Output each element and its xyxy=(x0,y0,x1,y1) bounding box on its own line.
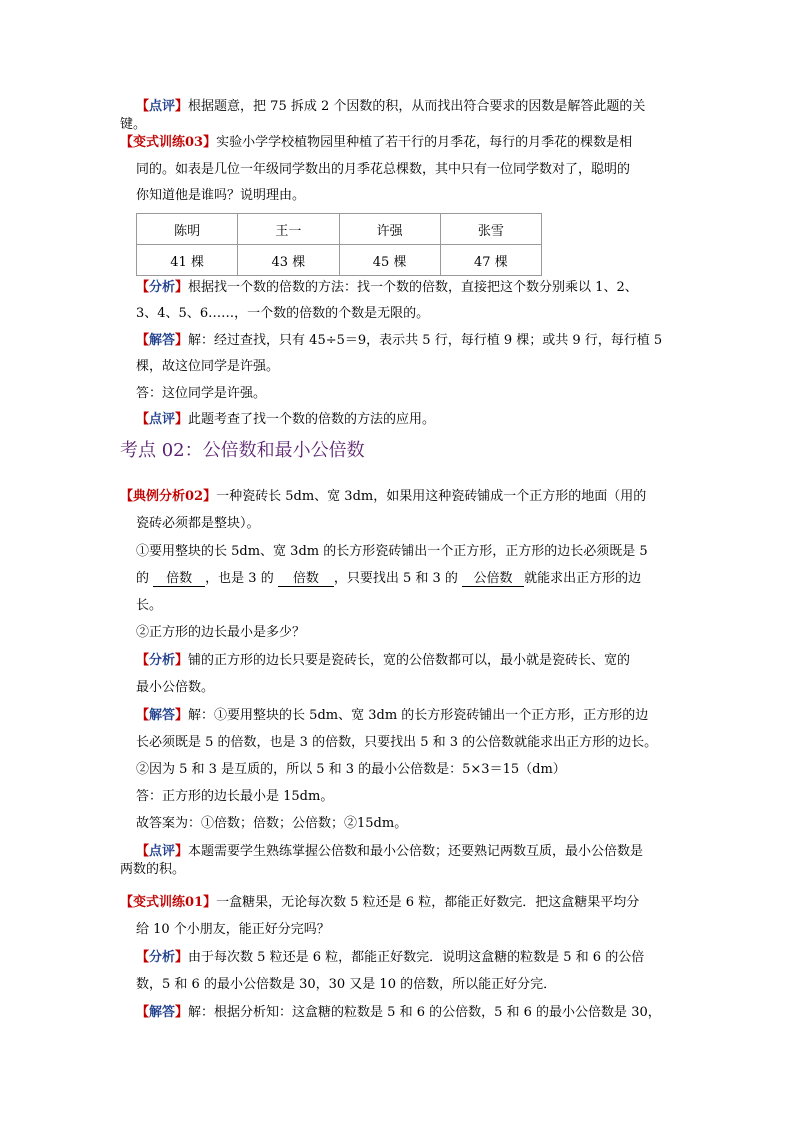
comment-tag: 【点评】 xyxy=(136,844,189,859)
solution-text-3: ②因为 5 和 3 是互质的，所以 5 和 3 的最小公倍数是：5×3＝15（dm） xyxy=(136,762,566,777)
table-cell: 陈明 xyxy=(137,214,238,245)
variant-question xyxy=(120,134,632,152)
analysis-text-2: 3、4、5、6……，一个数的倍数的个数是无限的。 xyxy=(136,306,430,321)
solution-paragraph xyxy=(136,332,662,350)
flower-count-table xyxy=(136,213,542,276)
example-tag: 【典例分析02】 xyxy=(120,489,217,504)
table-row xyxy=(137,214,542,245)
solution-paragraph-3 xyxy=(136,1004,661,1022)
solution-text: 解：①要用整块的长 5dm、宽 3dm 的长方形瓷砖铺出一个正方形，正方形的边 xyxy=(188,708,649,723)
sub-question-1-blanks xyxy=(136,570,641,588)
variant-tag: 【变式训练01】 xyxy=(120,895,217,910)
table-cell: 41 棵 xyxy=(137,245,238,276)
comment-tag: 【点评】 xyxy=(136,99,189,114)
comment-paragraph xyxy=(136,98,645,116)
final-answer-text: 故答案为：①倍数；倍数；公倍数；②15dm。 xyxy=(136,816,408,831)
comment-paragraph-3 xyxy=(136,843,643,861)
question-text-2: 瓷砖必须都是整块）。 xyxy=(136,516,260,531)
comment-text: 此题考查了找一个数的倍数的方法的应用。 xyxy=(188,412,436,427)
blank-text: ，也是 3 的 xyxy=(205,571,274,586)
comment-tag: 【点评】 xyxy=(136,412,189,427)
solution-tag: 【解答】 xyxy=(136,333,189,348)
fill-blank-2: 倍数 xyxy=(278,571,334,587)
blank-prefix: 的 xyxy=(136,571,150,586)
fill-blank-1: 倍数 xyxy=(153,571,205,587)
answer-text: 答：这位同学是许强。 xyxy=(136,386,267,401)
table-cell: 张雪 xyxy=(440,214,541,245)
fill-blank-3: 公倍数 xyxy=(462,571,524,587)
answer-text: 答：正方形的边长最小是 15dm。 xyxy=(136,789,334,804)
table-cell: 45 棵 xyxy=(339,245,440,276)
solution-text-2: 长必须既是 5 的倍数，也是 3 的倍数，只要找出 5 和 3 的公倍数就能求出正方形的边长。 xyxy=(136,735,658,750)
question-text-2: 给 10 个小朋友，能正好分完吗？ xyxy=(136,922,330,937)
question-text: 一种瓷砖长 5dm、宽 3dm，如果用这种瓷砖铺成一个正方形的地面（用的 xyxy=(216,489,647,504)
analysis-text-2: 数，5 和 6 的最小公倍数是 30，30 又是 10 的倍数，所以能正好分完． xyxy=(136,977,557,992)
analysis-tag: 【分析】 xyxy=(136,950,189,965)
comment-text: 本题需要学生熟练掌握公倍数和最小公倍数；还要熟记两数互质，最小公倍数是 xyxy=(188,844,644,859)
solution-text-2: 棵，故这位同学是许强。 xyxy=(136,359,280,374)
comment-text-cont: 键。 xyxy=(120,117,147,132)
analysis-paragraph-2 xyxy=(136,652,630,670)
table-cell: 许强 xyxy=(339,214,440,245)
analysis-paragraph xyxy=(136,279,638,297)
section-heading: 考点 02：公倍数和最小公倍数 xyxy=(120,440,365,461)
analysis-tag: 【分析】 xyxy=(136,653,189,668)
table-row xyxy=(137,245,542,276)
sub-question-1: ①要用整块的长 5dm、宽 3dm 的长方形瓷砖铺出一个正方形，正方形的边长必须既是 5 xyxy=(136,544,648,559)
solution-text: 解：经过查找，只有 45÷5＝9，表示共 5 行，每行植 9 棵；或共 9 行，每行植 5 xyxy=(188,333,663,348)
table-cell: 王一 xyxy=(238,214,339,245)
table-cell: 47 棵 xyxy=(440,245,541,276)
analysis-text: 由于每次数 5 粒还是 6 粒，都能正好数完．说明这盒糖的粒数是 5 和 6 的公倍 xyxy=(188,950,645,965)
question-text: 一盒糖果，无论每次数 5 粒还是 6 粒，都能正好数完．把这盒糖果平均分 xyxy=(216,895,640,910)
question-text-3: 你知道他是谁吗？说明理由。 xyxy=(136,188,306,203)
sub-question-2: ②正方形的边长最小是多少？ xyxy=(136,625,306,640)
variant-tag: 【变式训练03】 xyxy=(120,135,217,150)
analysis-text: 根据找一个数的倍数的方法：找一个数的倍数，直接把这个数分别乘以 1、2、 xyxy=(188,280,638,295)
variant-question-2 xyxy=(120,894,639,912)
blank-text: ，只要找出 5 和 3 的 xyxy=(333,571,458,586)
blank-text: 就能求出正方形的边 xyxy=(524,571,642,586)
example-question xyxy=(120,488,646,506)
solution-paragraph-2 xyxy=(136,707,648,725)
sub-question-1-end: 长。 xyxy=(136,598,163,613)
solution-text: 解：根据分析知：这盒糖的粒数是 5 和 6 的公倍数，5 和 6 的最小公倍数是 30， xyxy=(188,1005,661,1020)
solution-tag: 【解答】 xyxy=(136,708,189,723)
analysis-tag: 【分析】 xyxy=(136,280,189,295)
question-text-2: 同的。如表是几位一年级同学数出的月季花总棵数，其中只有一位同学数对了，聪明的 xyxy=(136,162,631,177)
analysis-text-2: 最小公倍数。 xyxy=(136,680,215,695)
comment-text-2: 两数的积。 xyxy=(120,862,186,877)
solution-tag: 【解答】 xyxy=(136,1005,189,1020)
comment-text: 根据题意，把 75 拆成 2 个因数的积，从而找出符合要求的因数是解答此题的关 xyxy=(188,99,646,114)
analysis-text: 铺的正方形的边长只要是瓷砖长，宽的公倍数都可以，最小就是瓷砖长、宽的 xyxy=(188,653,631,668)
analysis-paragraph-3 xyxy=(136,949,644,967)
question-text: 实验小学学校植物园里种植了若干行的月季花，每行的月季花的棵数是相 xyxy=(216,135,633,150)
table-cell: 43 棵 xyxy=(238,245,339,276)
comment-paragraph-2 xyxy=(136,411,435,429)
